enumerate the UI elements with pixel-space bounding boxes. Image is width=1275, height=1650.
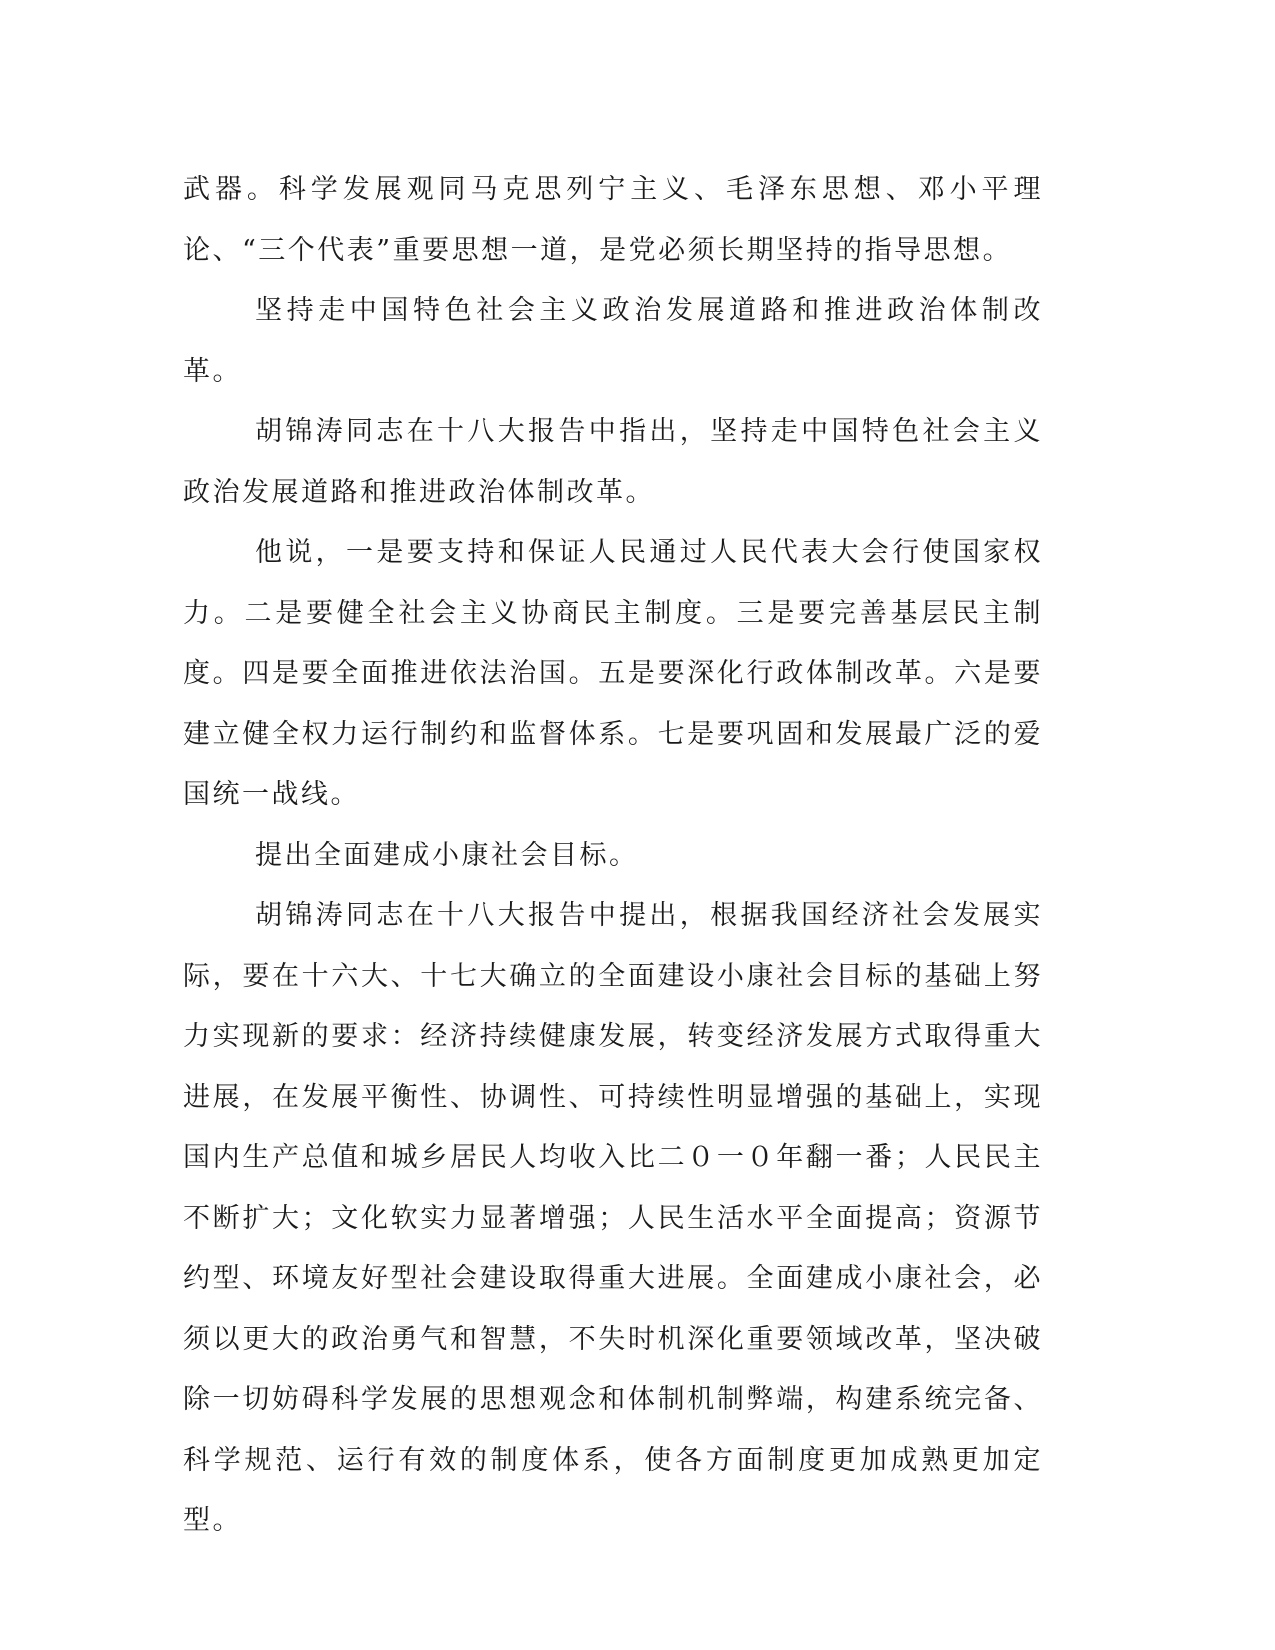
paragraph-continuation: 武器。科学发展观同马克思列宁主义、毛泽东思想、邓小平理论、“三个代表”重要思想一道，是党必须长期坚持的指导思想。 [183,174,1043,266]
paragraph: 胡锦涛同志在十八大报告中提出，根据我国经济社会发展实际，要在十六大、十七大确立的全面建设小康社会目标的基础上努力实现新的要求：经济持续健康发展，转变经济发展方式取得重大进展，在发展平衡性、协调性、可持续性明显增强的基础上，实现国内生产总值和城乡居民人均收入比二０一０年翻一番；人民民主不断扩大；文化软实力显著增强；人民生活水平全面提高；资源节约型、环境友好型社会建设取得重大进展。全面建成小康社会，必须以更大的政治勇气和智慧，不失时机深化重要领域改革，坚决破除一切妨碍科学发展的思想观念和体制机制弊端，构建系统完备、科学规范、运行有效的制度体系，使各方面制度更加成熟更加定型。 [183,900,1043,1536]
paragraph: 他说，一是要支持和保证人民通过人民代表大会行使国家权力。二是要健全社会主义协商民主制度。三是要完善基层民主制度。四是要全面推进依法治国。五是要深化行政体制改革。六是要建立健全权力运行制约和监督体系。七是要巩固和发展最广泛的爱国统一战线。 [183,537,1043,810]
paragraph-heading-xiaokang-goal: 提出全面建成小康社会目标。 [255,839,639,871]
document-body [183,160,1043,1552]
paragraph-heading-political-reform: 坚持走中国特色社会主义政治发展道路和推进政治体制改革。 [183,295,1043,387]
paragraph: 胡锦涛同志在十八大报告中指出，坚持走中国特色社会主义政治发展道路和推进政治体制改革。 [183,416,1043,508]
